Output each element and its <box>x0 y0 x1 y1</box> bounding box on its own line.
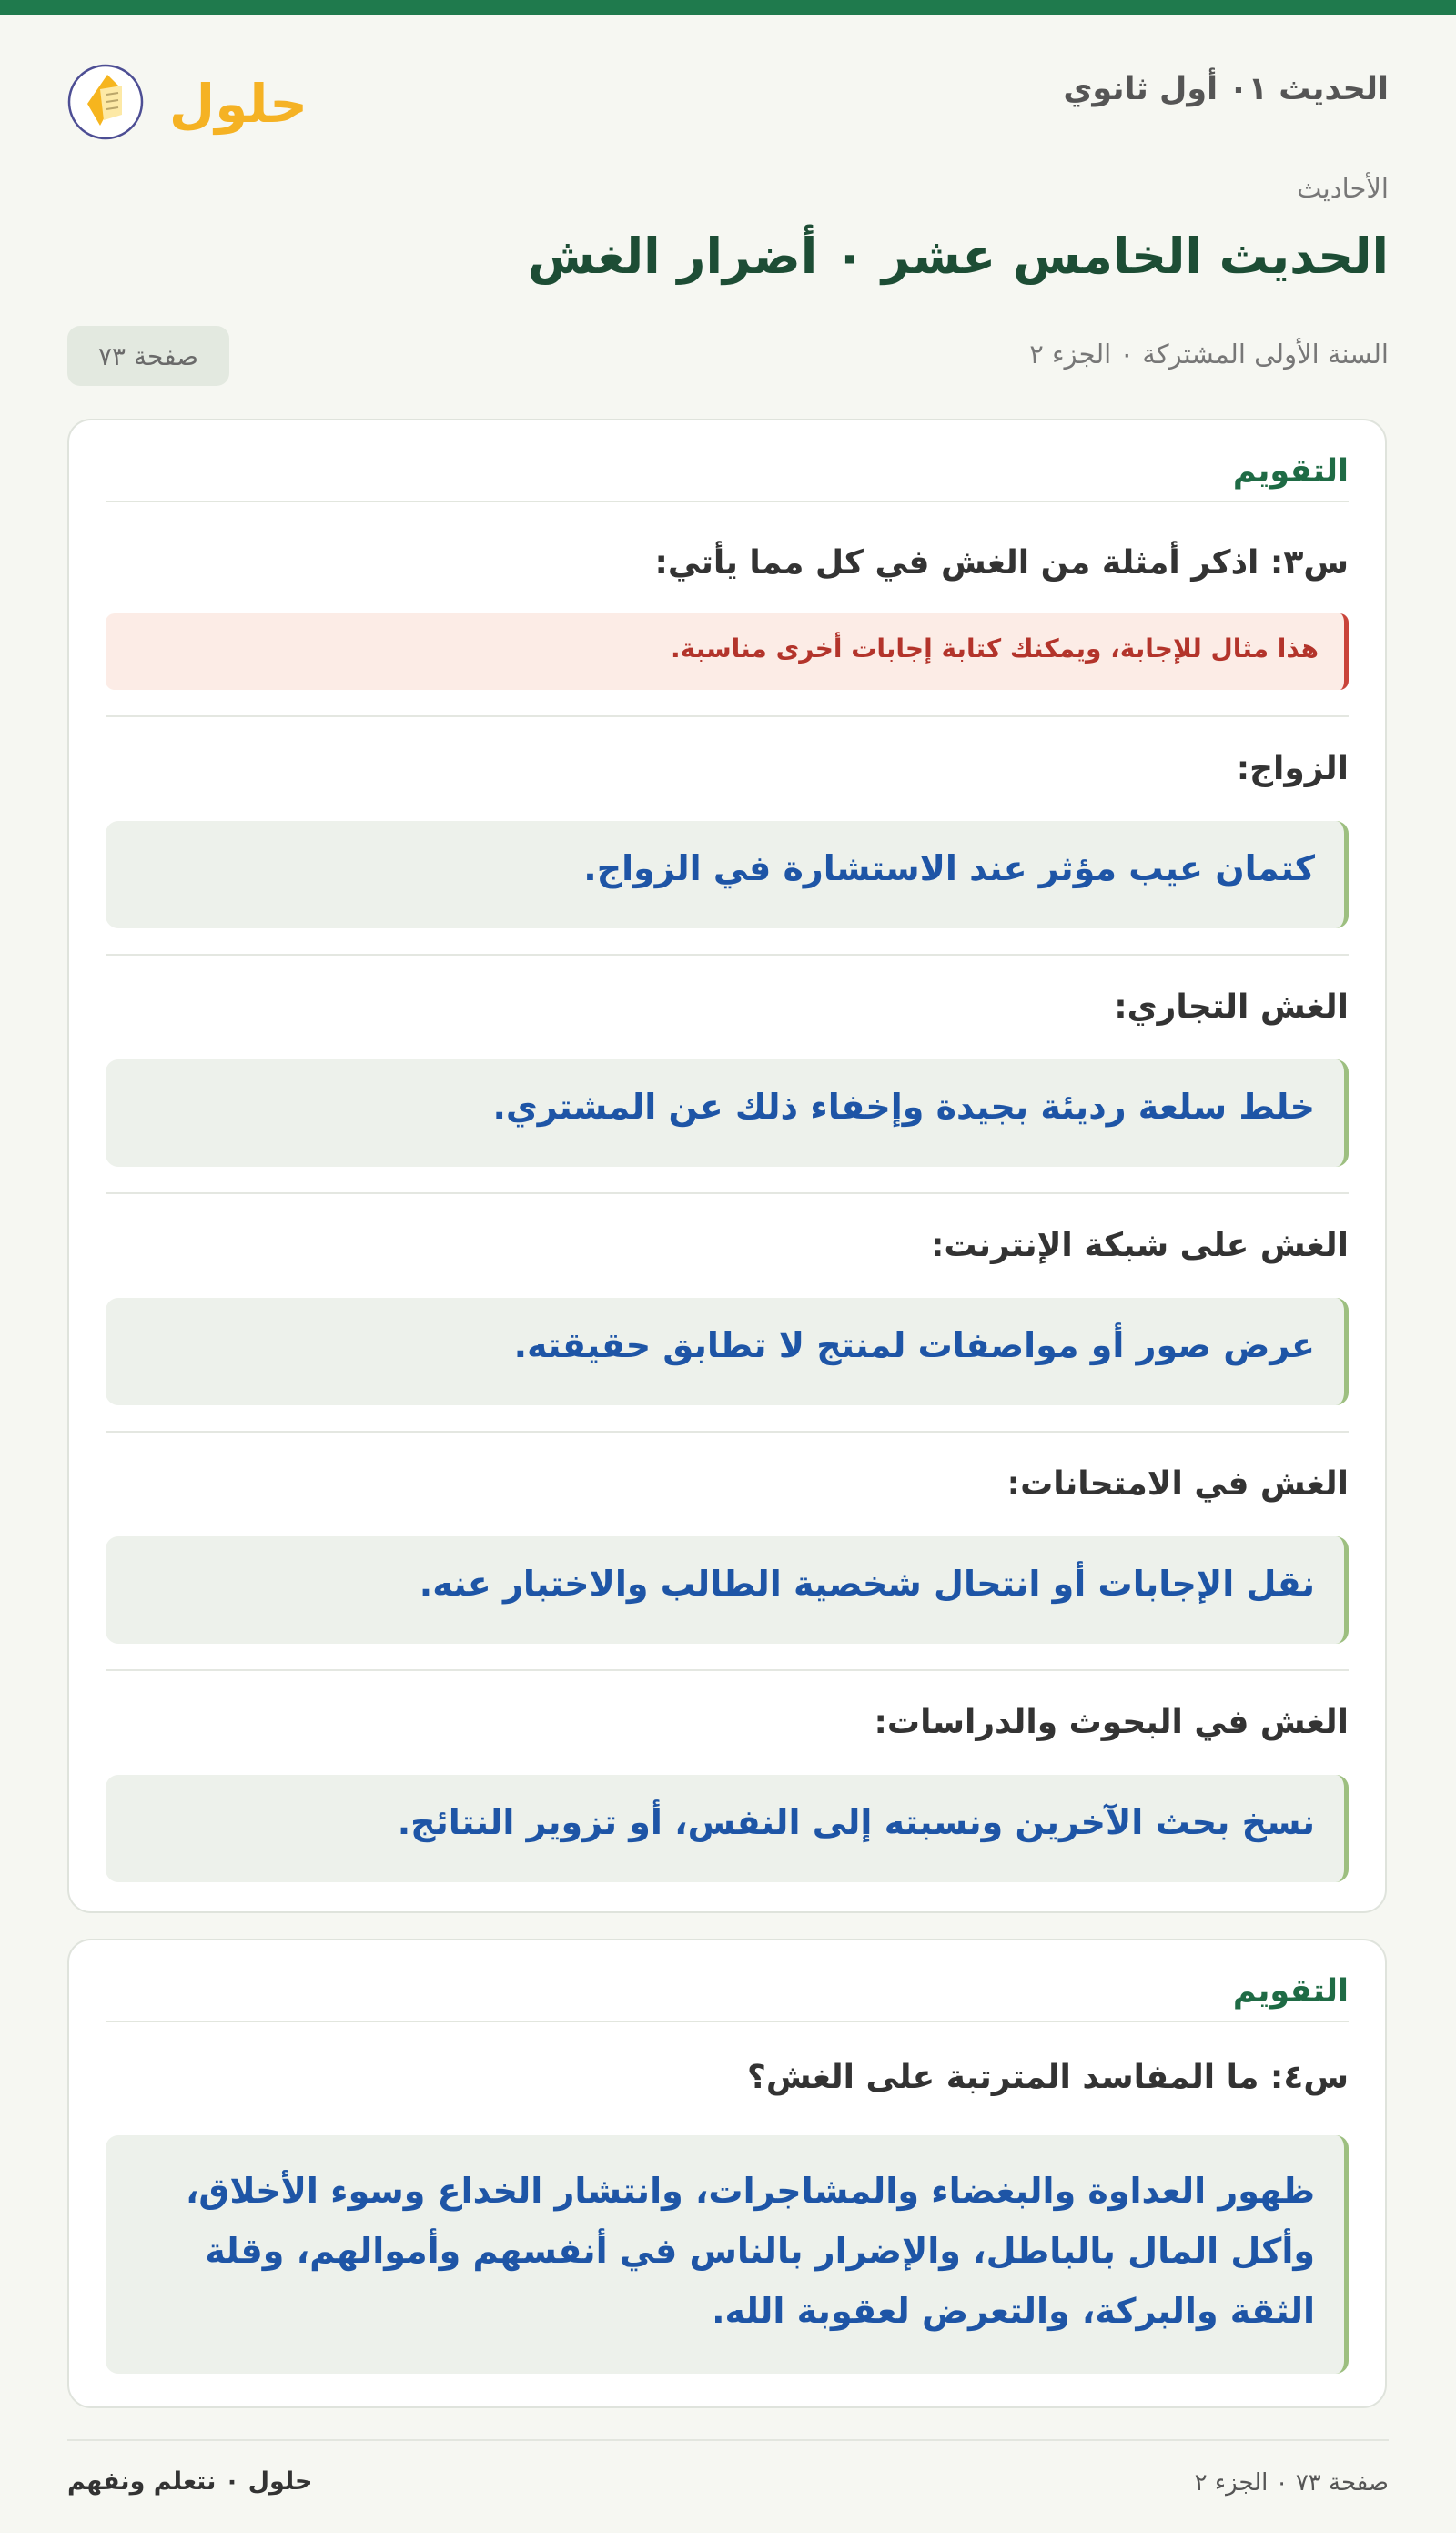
answer-note <box>106 613 1349 690</box>
question-text: س٣: اذكر أمثلة من الغش في كل مما يأتي: <box>654 544 1349 582</box>
answer-text: كتمان عيب مؤثر عند الاستشارة في الزواج. <box>583 848 1315 888</box>
brand-logo[interactable] <box>67 51 304 142</box>
item-label-research: الغش في البحوث والدراسات: <box>874 1704 1349 1741</box>
divider <box>106 715 1349 717</box>
divider <box>106 1192 1349 1194</box>
item-label-commercial: الغش التجاري: <box>1114 988 1349 1026</box>
item-label-internet: الغش على شبكة الإنترنت: <box>930 1227 1349 1264</box>
page-header <box>67 51 1389 142</box>
answer-text: ظهور العداوة والبغضاء والمشاجرات، وانتشار الخداع وسوء الأخلاق، وأكل المال بالباطل، والإضرار بالناس في أنفسهم وأموالهم، وقلة الثقة والبركة، والتعرض لعقوبة الله. <box>185 2171 1315 2331</box>
note-text: هذا مثال للإجابة، ويمكنك كتابة إجابات أخرى مناسبة. <box>671 633 1319 664</box>
svg-text:حلول: حلول <box>168 73 304 135</box>
answer-box <box>106 1775 1349 1882</box>
page-title: الحديث الخامس عشر ٠ أضرار الغش <box>528 228 1389 285</box>
item-label-marriage: الزواج: <box>1236 750 1349 787</box>
footer-divider <box>67 2439 1389 2441</box>
question-text: س٤: ما المفاسد المترتبة على الغش؟ <box>747 2059 1349 2096</box>
card-header <box>106 448 1349 502</box>
evaluation-card-q4 <box>67 1939 1387 2408</box>
top-accent-bar <box>0 0 1456 15</box>
card-header <box>106 1968 1349 2022</box>
card-heading: التقويم <box>1232 1973 1349 2010</box>
card-heading: التقويم <box>1232 453 1349 490</box>
answer-text: نقل الإجابات أو انتحال شخصية الطالب والاختبار عنه. <box>419 1564 1315 1604</box>
lesson-label: الحديث ٠١ أول ثانوي <box>1063 71 1389 107</box>
divider <box>106 954 1349 956</box>
answer-box <box>106 2135 1349 2374</box>
divider <box>106 1431 1349 1433</box>
item-label-exams: الغش في الامتحانات: <box>1006 1465 1349 1503</box>
answer-box <box>106 1059 1349 1167</box>
footer-page-info: صفحة ٧٣ ٠ الجزء ٢ <box>1194 2469 1389 2497</box>
footer-tagline: حلول ٠ نتعلم ونفهم <box>67 2467 313 2496</box>
answer-text: خلط سلعة رديئة بجيدة وإخفاء ذلك عن المشتري. <box>492 1087 1315 1127</box>
answer-box <box>106 821 1349 928</box>
breadcrumb[interactable]: الأحاديث <box>1297 173 1389 204</box>
answer-box <box>106 1536 1349 1644</box>
page-number-badge: صفحة ٧٣ <box>67 326 229 386</box>
divider <box>106 1669 1349 1671</box>
answer-box <box>106 1298 1349 1405</box>
answer-text: نسخ بحث الآخرين ونسبته إلى النفس، أو تزوير النتائج. <box>397 1802 1315 1842</box>
answer-text: عرض صور أو مواصفات لمنتج لا تطابق حقيقته. <box>513 1325 1315 1365</box>
page-meta: السنة الأولى المشتركة ٠ الجزء ٢ <box>1029 339 1389 370</box>
evaluation-card-q3 <box>67 419 1387 1913</box>
